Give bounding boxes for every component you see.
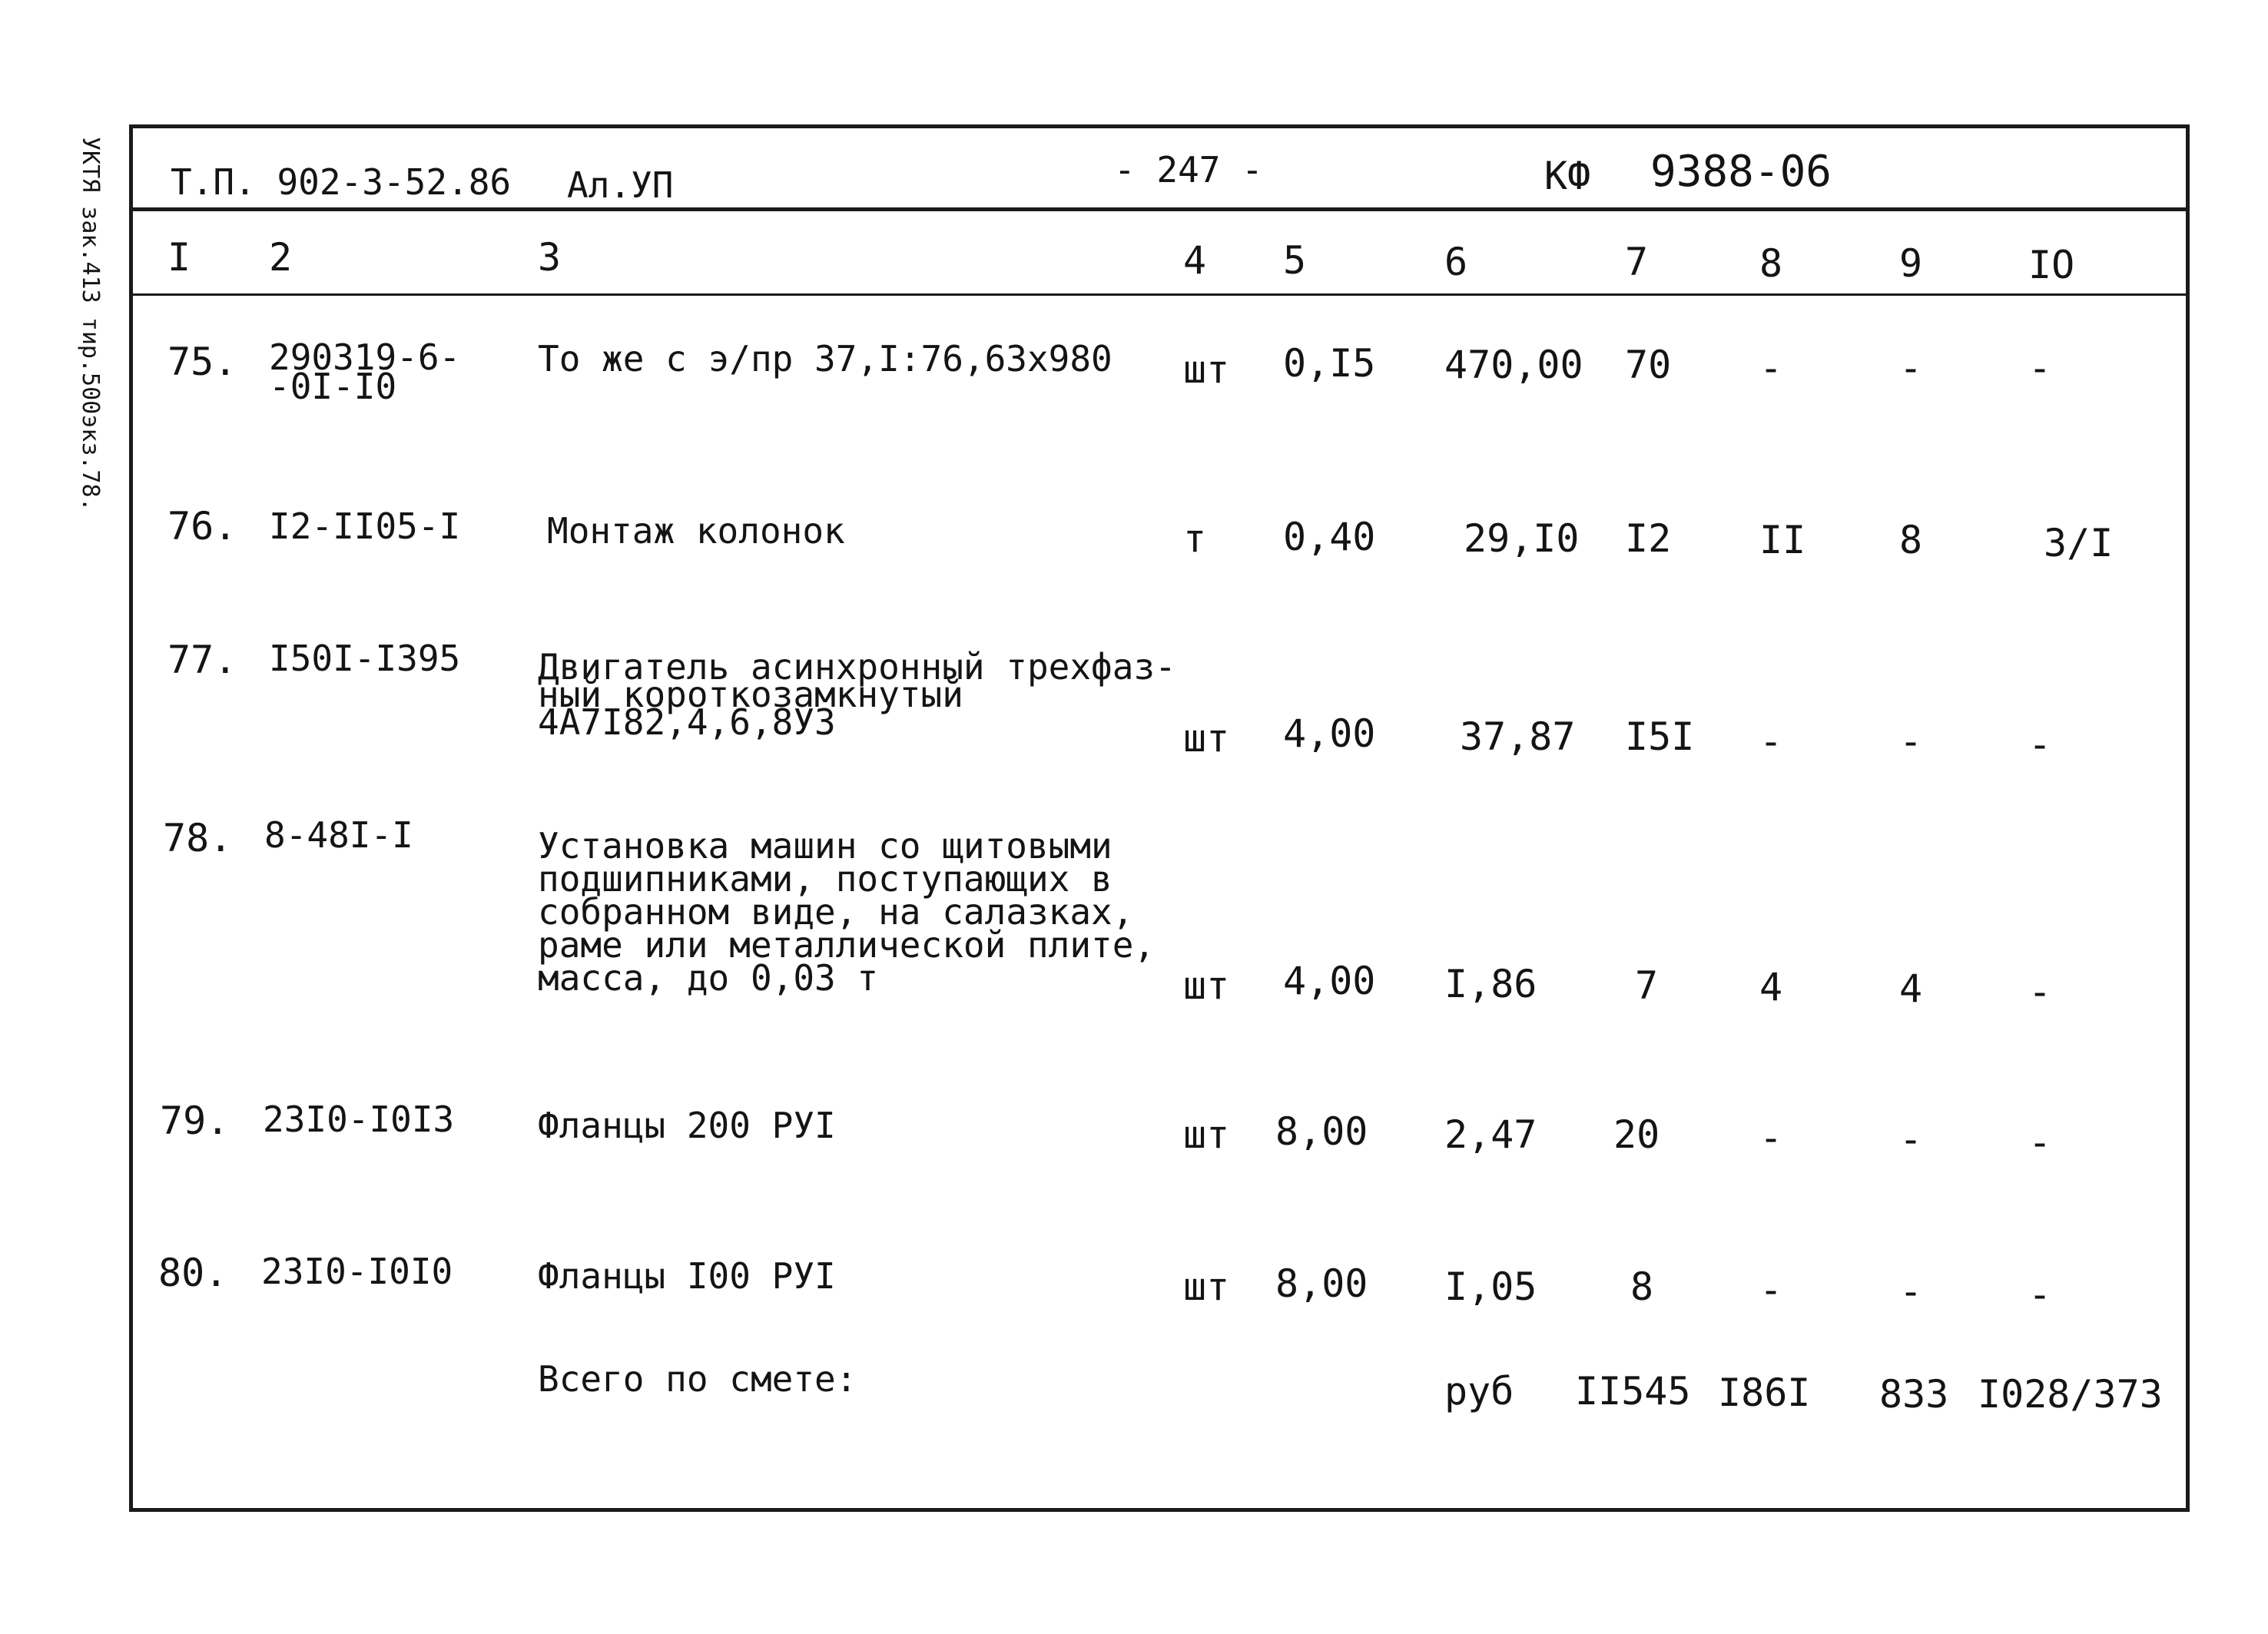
row-code: 23I0-I0I3 <box>263 1099 455 1140</box>
row-price: I,05 <box>1444 1264 1537 1309</box>
total-value-9: 833 <box>1879 1372 1949 1417</box>
row-number: 77. <box>167 638 237 682</box>
row-value-10: - <box>2028 346 2052 390</box>
row-description: Фланцы I00 РУI <box>538 1255 836 1297</box>
row-unit: шт <box>1183 1112 1230 1157</box>
row-number: 79. <box>160 1099 230 1143</box>
row-code: I50I-I395 <box>269 638 461 679</box>
row-code: 290319-6- -0I-I0 <box>269 336 461 407</box>
table-frame <box>129 124 2190 1512</box>
row-value-9: - <box>1899 1117 1923 1162</box>
column-header-divider <box>133 293 2186 296</box>
row-description: Фланцы 200 РУI <box>538 1105 836 1146</box>
column-number: 7 <box>1625 240 1649 284</box>
row-unit: шт <box>1183 963 1230 1008</box>
row-code: 8-48I-I <box>264 814 413 856</box>
row-price: 29,I0 <box>1464 516 1580 561</box>
album-label: Ал.УП <box>567 164 674 206</box>
column-number: I <box>167 235 191 280</box>
row-price: 2,47 <box>1444 1112 1537 1157</box>
total-unit: руб <box>1444 1369 1514 1414</box>
row-unit: т <box>1183 516 1207 561</box>
column-number: 4 <box>1183 238 1207 283</box>
row-description: То же с э/пр 37,I:76,63х980 <box>538 338 1112 379</box>
row-value-7: 20 <box>1613 1112 1660 1157</box>
row-value-10: 3/I <box>2044 521 2114 565</box>
total-value-10: I028/373 <box>1978 1372 2163 1417</box>
row-value-7: I5I <box>1625 714 1695 759</box>
column-number: 9 <box>1899 241 1923 286</box>
row-unit: шт <box>1183 347 1230 392</box>
row-quantity: 0,I5 <box>1283 341 1376 386</box>
row-value-9: - <box>1899 346 1923 390</box>
row-unit: шт <box>1183 1264 1230 1309</box>
column-number: 3 <box>538 235 562 280</box>
row-value-7: I2 <box>1625 516 1672 561</box>
column-number: 5 <box>1283 238 1307 283</box>
row-value-10: - <box>2028 1120 2052 1165</box>
row-value-9: 8 <box>1899 518 1923 562</box>
row-quantity: 0,40 <box>1283 515 1376 559</box>
row-description: Двигатель асинхронный трехфаз- ный короткозамкнутый 4А7I82,4,6,8У3 <box>538 646 1176 743</box>
row-value-8: - <box>1759 719 1783 764</box>
row-value-10: - <box>2028 722 2052 767</box>
page-number: - 247 - <box>1114 149 1263 191</box>
row-price: I,86 <box>1444 962 1537 1006</box>
side-annotation: УКТЯ зак.413 тир.500экз.78. <box>77 137 104 512</box>
row-unit: шт <box>1183 716 1230 761</box>
row-description: Монтаж колонок <box>547 510 845 552</box>
row-price: 470,00 <box>1444 343 1583 387</box>
header-divider <box>133 207 2186 211</box>
column-number: 6 <box>1444 240 1468 284</box>
row-number: 76. <box>167 504 237 549</box>
row-value-8: - <box>1759 346 1783 390</box>
row-value-9: - <box>1899 719 1923 764</box>
row-quantity: 8,00 <box>1275 1261 1368 1306</box>
total-value-7: II545 <box>1575 1369 1691 1414</box>
row-value-8: 4 <box>1759 965 1783 1009</box>
row-quantity: 4,00 <box>1283 711 1376 756</box>
row-description: Установка машин со щитовыми подшипниками, поступающих в собранном виде, на салазках, раме или металлической плите, масса, до 0,03 т <box>538 825 1156 999</box>
row-value-10: - <box>2028 1272 2052 1317</box>
row-value-8: II <box>1759 518 1806 562</box>
row-number: 78. <box>163 816 233 860</box>
row-value-8: - <box>1759 1115 1783 1160</box>
row-value-7: 7 <box>1635 963 1659 1008</box>
row-value-10: - <box>2028 969 2052 1014</box>
column-number: 8 <box>1759 241 1783 286</box>
document-number: 9388-06 <box>1650 147 1832 197</box>
column-number: 2 <box>269 235 293 280</box>
row-price: 37,87 <box>1460 714 1576 759</box>
row-code: 23I0-I0I0 <box>261 1251 453 1292</box>
project-id: Т.П. 902-3-52.86 <box>171 161 512 203</box>
row-value-8: - <box>1759 1268 1783 1312</box>
row-quantity: 4,00 <box>1283 959 1376 1003</box>
row-code: I2-II05-I <box>269 505 461 547</box>
total-value-8: I86I <box>1718 1371 1811 1415</box>
row-number: 75. <box>167 340 237 384</box>
row-number: 80. <box>158 1251 228 1295</box>
document-code: КФ <box>1544 154 1591 198</box>
row-quantity: 8,00 <box>1275 1109 1368 1154</box>
row-value-7: 70 <box>1625 343 1672 387</box>
total-label: Всего по смете: <box>538 1358 857 1400</box>
row-value-9: 4 <box>1899 966 1923 1011</box>
row-value-9: - <box>1899 1269 1923 1314</box>
row-value-7: 8 <box>1630 1264 1654 1309</box>
column-number: IO <box>2028 243 2075 287</box>
